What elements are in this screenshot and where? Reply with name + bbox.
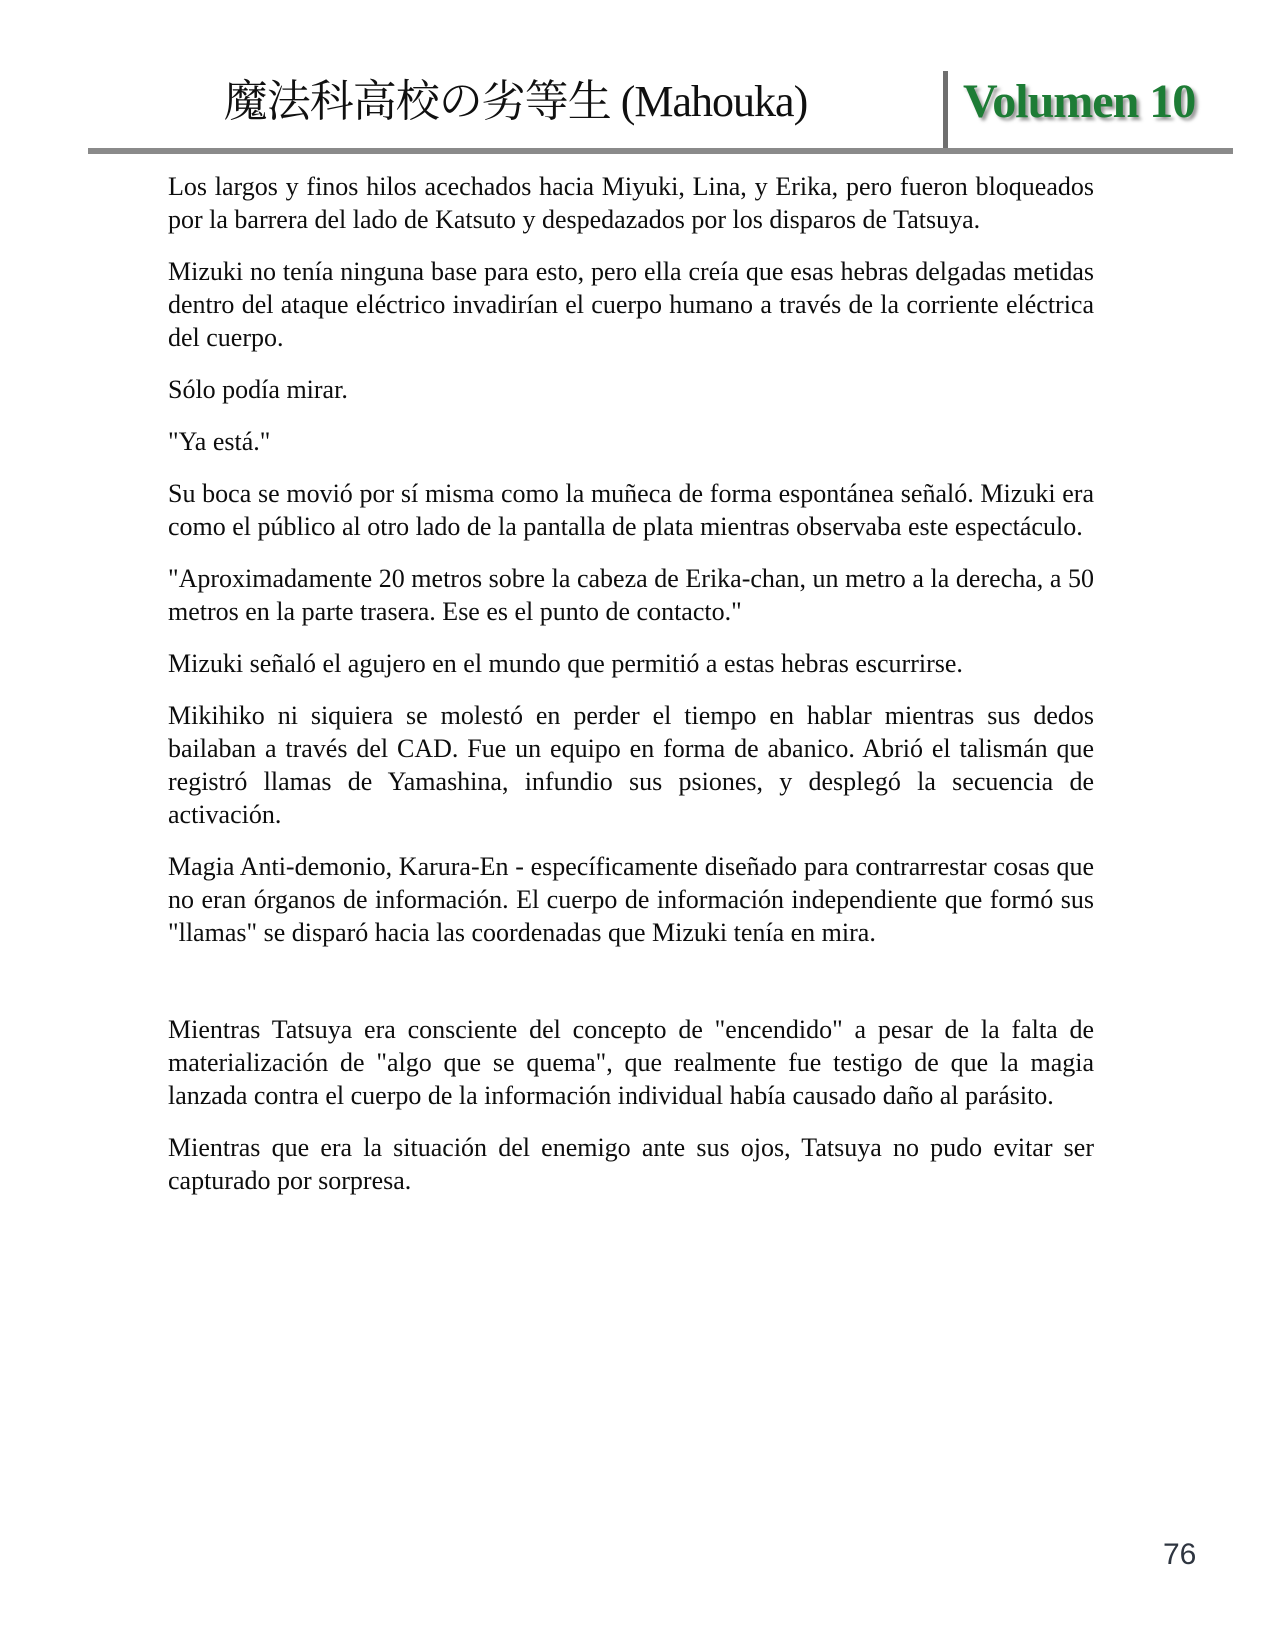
paragraph: Magia Anti-demonio, Karura-En - específicamente diseñado para contrarrestar cosas que no eran órganos de información. El cuerpo de información independiente que formó sus "llamas" se disparó hacia las coordenadas que Mizuki tenía en mira. — [168, 852, 1094, 947]
paragraph: Mizuki no tenía ninguna base para esto, pero ella creía que esas hebras delgadas metidas dentro del ataque eléctrico invadirían el cuerpo humano a través de la corriente eléctrica del cuerpo. — [168, 257, 1094, 352]
page-body — [168, 170, 1094, 1216]
scene-break — [168, 968, 1094, 1013]
paragraph: Los largos y finos hilos acechados hacia Miyuki, Lina, y Erika, pero fueron bloqueados por la barrera del lado de Katsuto y despedazados por los disparos de Tatsuya. — [168, 172, 1094, 234]
paragraph: "Ya está." — [168, 427, 271, 456]
paragraph: Su boca se movió por sí misma como la muñeca de forma espontánea señaló. Mizuki era como el público al otro lado de la pantalla de plata mientras observaba este espectáculo. — [168, 479, 1094, 541]
paragraph: Mientras que era la situación del enemigo ante sus ojos, Tatsuya no pudo evitar ser capturado por sorpresa. — [168, 1133, 1094, 1195]
paragraph: Sólo podía mirar. — [168, 375, 348, 404]
header-vertical-divider — [943, 71, 948, 148]
paragraph: "Aproximadamente 20 metros sobre la cabeza de Erika-chan, un metro a la derecha, a 50 metros en la parte trasera. Ese es el punto de contacto." — [168, 564, 1094, 626]
paragraph: Mikihiko ni siquiera se molestó en perder el tiempo en hablar mientras sus dedos bailaban a través del CAD. Fue un equipo en forma de abanico. Abrió el talismán que registró llamas de Yamashina, infundio sus psiones, y desplegó la secuencia de activación. — [168, 701, 1094, 829]
page-number: 76 — [1163, 1538, 1197, 1571]
header-rule — [88, 148, 1233, 154]
paragraph: Mizuki señaló el agujero en el mundo que permitió a estas hebras escurrirse. — [168, 649, 963, 678]
paragraph: Mientras Tatsuya era consciente del concepto de "encendido" a pesar de la falta de materialización de "algo que se quema", que realmente fue testigo de que la magia lanzada contra el cuerpo de la información individual había causado daño al parásito. — [168, 1015, 1094, 1110]
volume-label: Volumen 10 — [963, 75, 1196, 128]
document-title: 魔法科高校の劣等生 (Mahouka) — [223, 77, 808, 126]
